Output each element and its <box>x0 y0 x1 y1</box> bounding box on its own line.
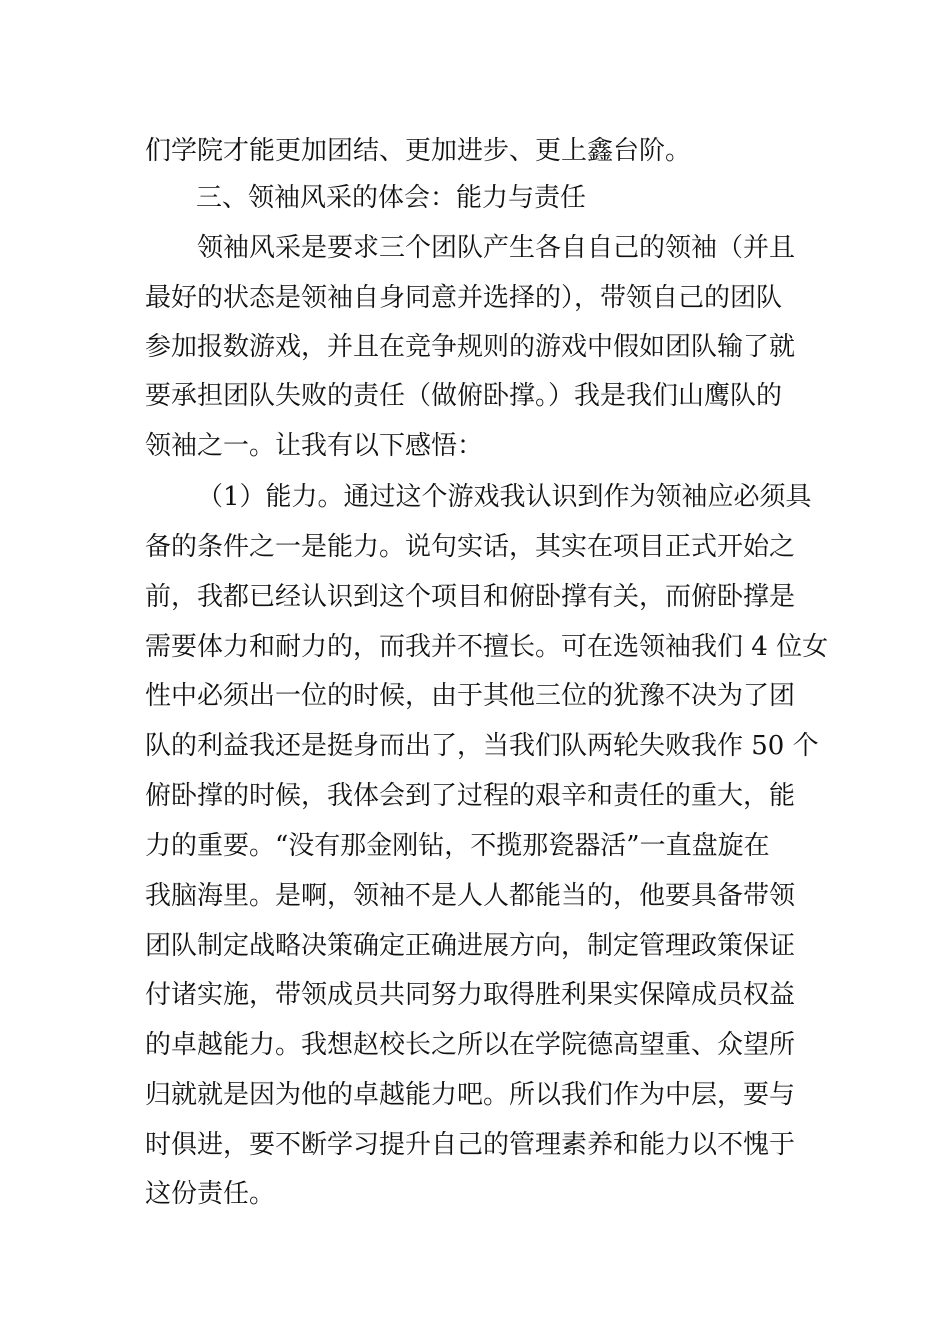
text-line: 的卓越能力。我想赵校长之所以在学院德高望重、众望所 <box>145 1030 796 1060</box>
text-line: 备的条件之一是能力。说句实话，其实在项目正式开始之 <box>145 532 796 562</box>
text-line: 最好的状态是领袖自身同意并选择的），带领自己的团队 <box>145 283 783 313</box>
text-line: 付诸实施，带领成员共同努力取得胜利果实保障成员权益 <box>145 980 796 1010</box>
text-line: 领袖之一。让我有以下感悟： <box>145 431 484 461</box>
text-line: 领袖风采是要求三个团队产生各自自己的领袖（并且 <box>197 233 796 263</box>
text-line: 这份责任。 <box>145 1179 276 1209</box>
text-line: 队的利益我还是挺身而出了，当我们队两轮失败我作 50 个 <box>145 731 819 761</box>
text-line: 团队制定战略决策确定正确进展方向，制定管理政策保证 <box>145 931 796 961</box>
text-line: 我脑海里。是啊，领袖不是人人都能当的，他要具备带领 <box>145 881 796 911</box>
text-line: （1）能力。通过这个游戏我认识到作为领袖应必须具 <box>197 482 812 512</box>
text-line: 俯卧撑的时候，我体会到了过程的艰辛和责任的重大，能 <box>145 781 796 811</box>
text-line: 参加报数游戏，并且在竞争规则的游戏中假如团队输了就 <box>145 332 796 362</box>
text-line: 归就就是因为他的卓越能力吧。所以我们作为中层，要与 <box>145 1080 796 1110</box>
section-heading: 三、领袖风采的体会：能力与责任 <box>196 183 587 213</box>
text-line: 需要体力和耐力的，而我并不擅长。可在选领袖我们 4 位女 <box>145 632 829 662</box>
text-line: 要承担团队失败的责任（做俯卧撑。）我是我们山鹰队的 <box>145 381 783 411</box>
text-line: 们学院才能更加团结、更加进步、更上鑫台阶。 <box>145 136 692 166</box>
text-line: 力的重要。“没有那金刚钻，不揽那瓷器活”一直盘旋在 <box>145 831 770 861</box>
text-line: 前，我都已经认识到这个项目和俯卧撑有关，而俯卧撑是 <box>145 582 796 612</box>
text-line: 性中必须出一位的时候，由于其他三位的犹豫不决为了团 <box>145 681 796 711</box>
text-line: 时俱进，要不断学习提升自己的管理素养和能力以不愧于 <box>145 1130 796 1160</box>
